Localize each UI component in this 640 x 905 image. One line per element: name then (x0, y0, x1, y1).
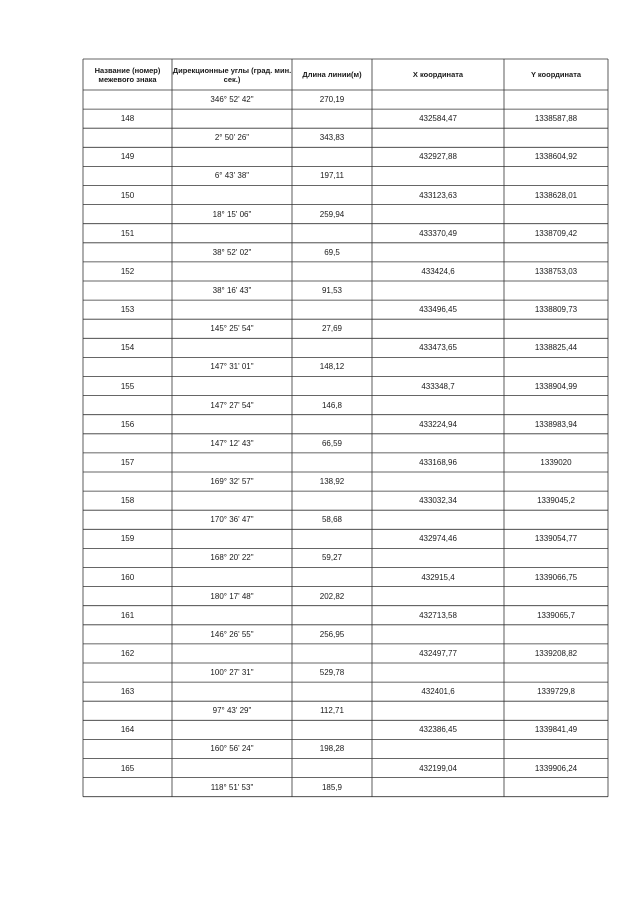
table-row (83, 415, 608, 434)
y-coordinate-cell (504, 205, 608, 224)
point-name-cell (83, 701, 172, 720)
point-name-cell (83, 357, 172, 376)
direction-angle-cell (172, 109, 292, 128)
direction-angle-cell (172, 568, 292, 587)
table-row (83, 243, 608, 262)
direction-angle-cell (172, 491, 292, 510)
table-row (83, 529, 608, 548)
line-length-cell (292, 568, 372, 587)
table-row (83, 510, 608, 529)
table-row (83, 434, 608, 453)
table-row (83, 262, 608, 281)
y-coordinate-cell: 1339054,77 (534, 534, 578, 544)
direction-angle-cell: 18° 15' 06" (212, 209, 252, 219)
direction-angle-cell: 38° 52' 02" (212, 247, 252, 257)
x-coordinate-cell (372, 625, 504, 644)
point-name-cell (83, 281, 172, 300)
direction-angle-cell: 2° 50' 26" (214, 133, 250, 143)
point-name-cell (83, 510, 172, 529)
point-name-cell (83, 472, 172, 491)
y-coordinate-cell (504, 243, 608, 262)
direction-angle-cell: 169° 32' 57" (210, 477, 254, 486)
point-name-cell: 158 (120, 496, 135, 506)
point-name-cell (83, 128, 172, 147)
table-row (83, 338, 608, 357)
y-coordinate-cell: 1338825,44 (534, 343, 578, 353)
y-coordinate-cell: 1338753,03 (534, 266, 578, 276)
table-row (83, 205, 608, 224)
y-coordinate-cell (504, 281, 608, 300)
line-length-cell: 146,8 (321, 400, 343, 410)
y-coordinate-cell (504, 396, 608, 415)
y-coordinate-cell: 1338604,92 (534, 152, 578, 162)
x-coordinate-cell (372, 778, 504, 797)
x-coordinate-cell (372, 319, 504, 338)
header-angle: Дирекционные углы (град. мин. сек.) (172, 65, 292, 84)
y-coordinate-cell (504, 625, 608, 644)
table-row (83, 701, 608, 720)
table-row (83, 166, 608, 185)
x-coordinate-cell (372, 396, 504, 415)
x-coordinate-cell: 433348,7 (421, 381, 455, 391)
line-length-cell (292, 109, 372, 128)
point-name-cell: 160 (120, 572, 135, 582)
y-coordinate-cell: 1338809,73 (534, 305, 578, 315)
point-name-cell (83, 319, 172, 338)
direction-angle-cell (172, 415, 292, 434)
direction-angle-cell (172, 453, 292, 472)
line-length-cell: 27,69 (321, 324, 343, 334)
direction-angle-cell: 168° 20' 22" (210, 553, 254, 563)
table-row (83, 472, 608, 491)
line-length-cell: 59,27 (321, 553, 343, 563)
table-row (83, 625, 608, 644)
table-row (83, 357, 608, 376)
point-name-cell (83, 663, 172, 682)
y-coordinate-cell: 1338628,01 (534, 190, 578, 200)
x-coordinate-cell (372, 739, 504, 758)
line-length-cell (292, 338, 372, 357)
table-row (83, 300, 608, 319)
line-length-cell (292, 491, 372, 510)
x-coordinate-cell: 432386,45 (419, 725, 457, 735)
table-row (83, 720, 608, 739)
direction-angle-cell (172, 644, 292, 663)
y-coordinate-cell (504, 587, 608, 606)
line-length-cell (292, 377, 372, 396)
x-coordinate-cell: 432497,77 (419, 648, 457, 658)
point-name-cell (83, 625, 172, 644)
x-coordinate-cell: 432584,47 (419, 114, 457, 124)
direction-angle-cell: 100° 27' 31" (210, 668, 254, 677)
table-row (83, 186, 608, 205)
y-coordinate-cell (504, 434, 608, 453)
point-name-cell (83, 166, 172, 185)
table-row (83, 281, 608, 300)
x-coordinate-cell: 433224,94 (419, 419, 457, 429)
line-length-cell (292, 224, 372, 243)
line-length-cell (292, 186, 372, 205)
x-coordinate-cell (372, 357, 504, 376)
y-coordinate-cell (504, 357, 608, 376)
x-coordinate-cell: 432915,4 (421, 572, 455, 582)
header-x: X координата (412, 70, 464, 79)
x-coordinate-cell (372, 701, 504, 720)
direction-angle-cell: 6° 43' 38" (214, 171, 250, 181)
y-coordinate-cell (504, 166, 608, 185)
direction-angle-cell: 180° 17' 48" (210, 591, 254, 601)
line-length-cell (292, 147, 372, 166)
x-coordinate-cell (372, 243, 504, 262)
direction-angle-cell: 38° 16' 43" (212, 286, 252, 295)
x-coordinate-cell: 432927,88 (419, 152, 457, 162)
direction-angle-cell (172, 720, 292, 739)
line-length-cell (292, 606, 372, 625)
point-name-cell: 155 (120, 381, 135, 391)
y-coordinate-cell: 1338904,99 (534, 381, 578, 391)
point-name-cell: 159 (120, 534, 135, 544)
point-name-cell: 154 (120, 343, 135, 353)
x-coordinate-cell: 433032,34 (419, 496, 457, 506)
point-name-cell: 164 (120, 725, 135, 735)
x-coordinate-cell: 432199,04 (419, 763, 457, 773)
table-row (83, 568, 608, 587)
direction-angle-cell: 118° 51' 53" (210, 782, 254, 792)
x-coordinate-cell: 432974,46 (419, 534, 457, 544)
line-length-cell: 270,19 (319, 95, 345, 104)
x-coordinate-cell (372, 205, 504, 224)
point-name-cell (83, 587, 172, 606)
x-coordinate-cell: 433473,65 (419, 343, 457, 353)
line-length-cell (292, 644, 372, 663)
y-coordinate-cell (504, 548, 608, 567)
y-coordinate-cell (504, 319, 608, 338)
table-row (83, 644, 608, 663)
table-row (83, 682, 608, 701)
point-name-cell: 149 (120, 152, 135, 162)
point-name-cell (83, 548, 172, 567)
x-coordinate-cell: 433123,63 (419, 190, 457, 200)
point-name-cell: 150 (120, 190, 135, 200)
point-name-cell (83, 205, 172, 224)
point-name-cell: 157 (120, 457, 135, 467)
direction-angle-cell (172, 682, 292, 701)
line-length-cell (292, 453, 372, 472)
direction-angle-cell (172, 262, 292, 281)
y-coordinate-cell: 1339729,8 (537, 687, 575, 697)
y-coordinate-cell (504, 90, 608, 109)
point-name-cell (83, 739, 172, 758)
table-row (83, 491, 608, 510)
x-coordinate-cell (372, 90, 504, 109)
y-coordinate-cell: 1339208,82 (534, 648, 578, 658)
point-name-cell (83, 396, 172, 415)
point-name-cell: 153 (120, 305, 135, 315)
direction-angle-cell: 97° 43' 29" (212, 706, 252, 716)
y-coordinate-cell (504, 701, 608, 720)
point-name-cell: 163 (120, 687, 135, 697)
x-coordinate-cell (372, 663, 504, 682)
line-length-cell: 69,5 (324, 247, 340, 257)
direction-angle-cell (172, 759, 292, 778)
y-coordinate-cell: 1339906,24 (534, 763, 578, 773)
table-row (83, 147, 608, 166)
line-length-cell (292, 759, 372, 778)
y-coordinate-cell: 1339020 (540, 457, 572, 467)
point-name-cell (83, 90, 172, 109)
x-coordinate-cell (372, 434, 504, 453)
y-coordinate-cell (504, 472, 608, 491)
y-coordinate-cell (504, 739, 608, 758)
direction-angle-cell: 346° 52' 42" (210, 95, 254, 104)
line-length-cell: 138,92 (319, 477, 345, 486)
x-coordinate-cell: 433424,6 (421, 266, 455, 276)
line-length-cell (292, 262, 372, 281)
table-row (83, 739, 608, 758)
x-coordinate-cell (372, 281, 504, 300)
line-length-cell: 343,83 (319, 133, 345, 143)
direction-angle-cell: 170° 36' 47" (210, 515, 254, 525)
x-coordinate-cell: 432713,58 (419, 610, 457, 620)
direction-angle-cell: 147° 12' 43" (210, 438, 254, 448)
table-row (83, 453, 608, 472)
line-length-cell: 259,94 (319, 209, 345, 219)
x-coordinate-cell (372, 128, 504, 147)
y-coordinate-cell (504, 778, 608, 797)
table-row (83, 778, 608, 797)
point-name-cell: 162 (120, 648, 135, 658)
y-coordinate-cell: 1338709,42 (534, 228, 578, 238)
y-coordinate-cell: 1339065,7 (537, 610, 575, 620)
point-name-cell (83, 434, 172, 453)
line-length-cell (292, 682, 372, 701)
point-name-cell (83, 778, 172, 797)
line-length-cell (292, 300, 372, 319)
line-length-cell: 58,68 (321, 515, 343, 525)
line-length-cell: 256,95 (319, 629, 345, 639)
x-coordinate-cell (372, 472, 504, 491)
table-row (83, 548, 608, 567)
line-length-cell (292, 415, 372, 434)
table-row (83, 128, 608, 147)
header-name: Название (номер) межевого знака (94, 65, 161, 84)
y-coordinate-cell: 1338587,88 (534, 114, 578, 124)
table-header (83, 59, 608, 90)
line-length-cell: 112,71 (320, 706, 344, 716)
direction-angle-cell: 147° 31' 01" (210, 362, 254, 372)
line-length-cell (292, 720, 372, 739)
x-coordinate-cell (372, 510, 504, 529)
point-name-cell: 151 (120, 228, 135, 238)
direction-angle-cell (172, 606, 292, 625)
line-length-cell: 202,82 (319, 591, 345, 601)
x-coordinate-cell: 433168,96 (419, 457, 457, 467)
direction-angle-cell (172, 300, 292, 319)
y-coordinate-cell (504, 510, 608, 529)
direction-angle-cell (172, 338, 292, 357)
table-row (83, 606, 608, 625)
point-name-cell (83, 243, 172, 262)
table-row (83, 587, 608, 606)
direction-angle-cell (172, 377, 292, 396)
x-coordinate-cell: 432401,6 (421, 687, 455, 697)
x-coordinate-cell: 433370,49 (419, 228, 457, 238)
y-coordinate-cell: 1339066,75 (534, 572, 578, 582)
direction-angle-cell (172, 147, 292, 166)
y-coordinate-cell (504, 663, 608, 682)
x-coordinate-cell (372, 548, 504, 567)
point-name-cell: 161 (120, 610, 135, 620)
table-row (83, 90, 608, 109)
y-coordinate-cell (504, 128, 608, 147)
x-coordinate-cell (372, 587, 504, 606)
point-name-cell: 148 (120, 114, 135, 124)
point-name-cell: 156 (120, 419, 135, 429)
table-row (83, 377, 608, 396)
point-name-cell: 152 (120, 266, 135, 276)
line-length-cell: 148,12 (319, 362, 345, 372)
table-row (83, 663, 608, 682)
direction-angle-cell: 160° 56' 24" (210, 744, 254, 754)
table-row (83, 759, 608, 778)
table-row (83, 319, 608, 338)
direction-angle-cell: 146° 26' 55" (210, 629, 254, 639)
direction-angle-cell: 145° 25' 54" (210, 324, 254, 334)
x-coordinate-cell: 433496,45 (419, 305, 457, 315)
table-row (83, 109, 608, 128)
header-length: Длина линии(м) (302, 70, 362, 79)
table-row (83, 396, 608, 415)
line-length-cell: 529,78 (319, 668, 345, 677)
y-coordinate-cell: 1338983,94 (534, 419, 578, 429)
line-length-cell: 66,59 (321, 438, 343, 448)
direction-angle-cell (172, 186, 292, 205)
y-coordinate-cell: 1339841,49 (534, 725, 578, 735)
direction-angle-cell: 147° 27' 54" (210, 400, 254, 410)
point-name-cell: 165 (120, 763, 135, 773)
line-length-cell: 197,11 (320, 171, 344, 181)
direction-angle-cell (172, 224, 292, 243)
table-row (83, 224, 608, 243)
x-coordinate-cell (372, 166, 504, 185)
direction-angle-cell (172, 529, 292, 548)
header-y: Y координата (530, 70, 582, 79)
line-length-cell (292, 529, 372, 548)
line-length-cell: 198,28 (319, 744, 345, 754)
line-length-cell: 91,53 (321, 286, 343, 295)
line-length-cell: 185,9 (321, 782, 343, 792)
y-coordinate-cell: 1339045,2 (537, 496, 575, 506)
